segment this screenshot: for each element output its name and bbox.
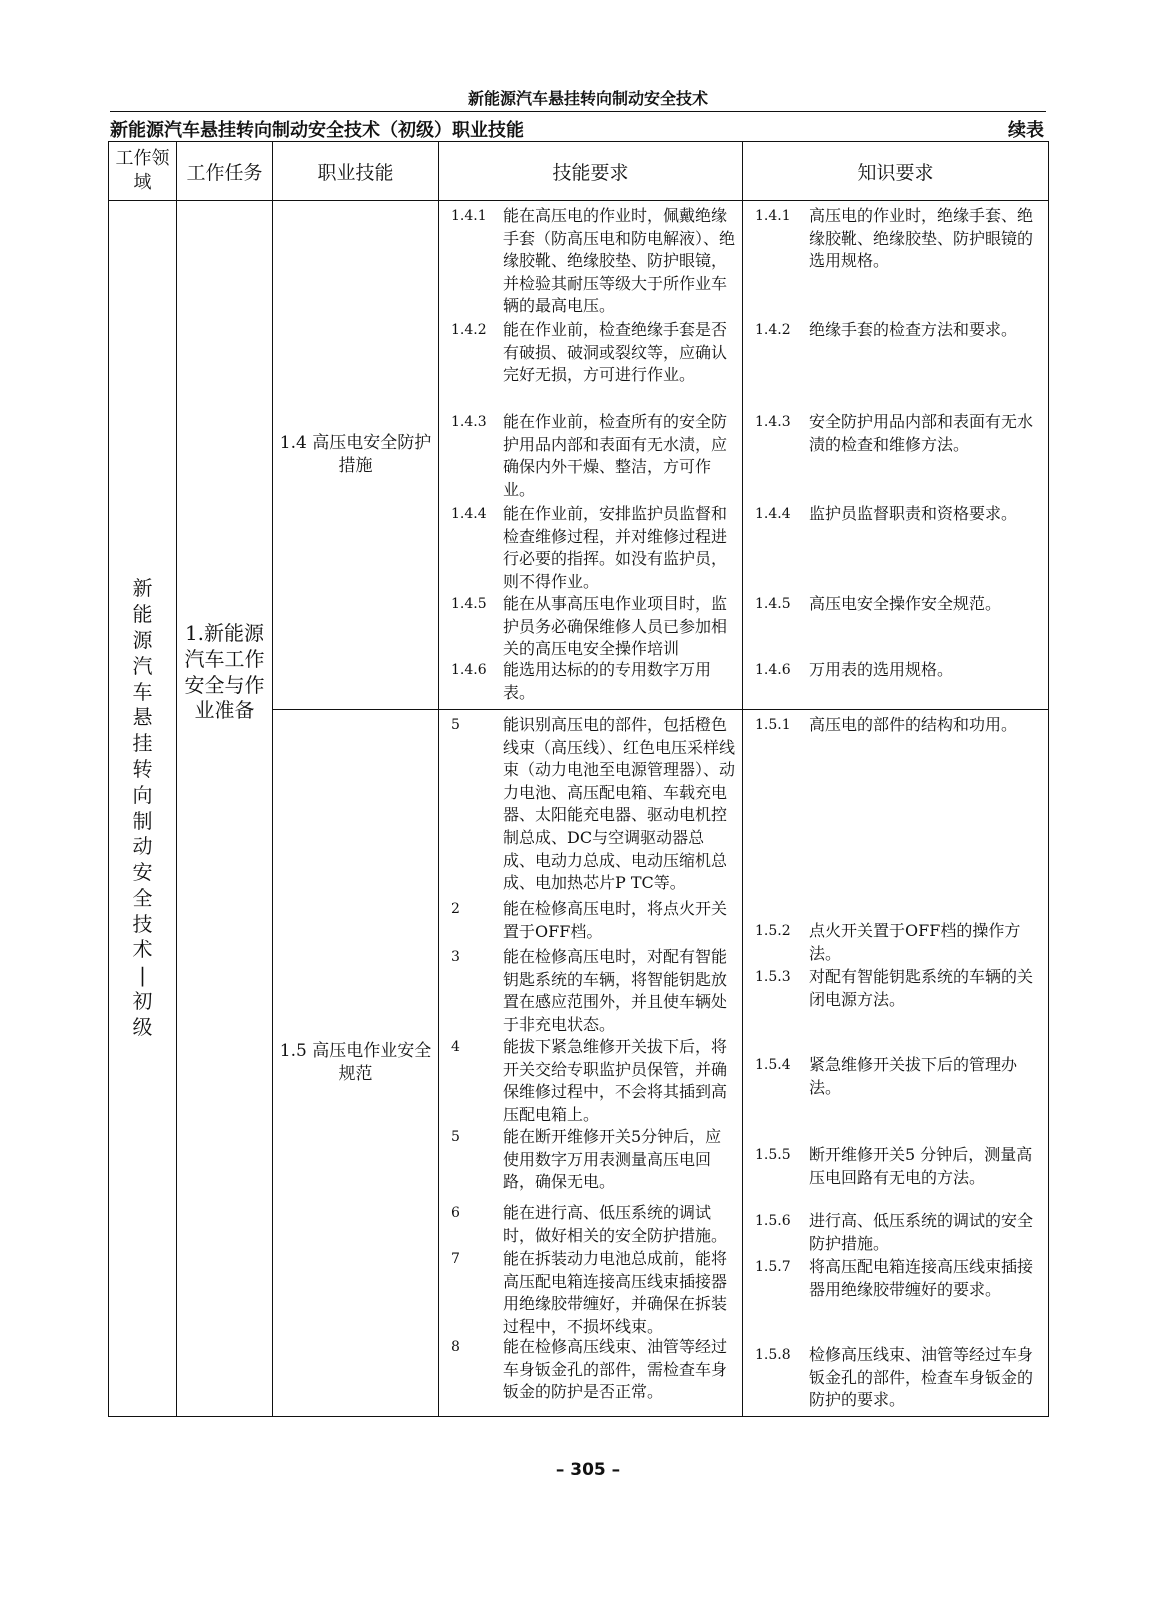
vertical-char: 安 (184, 672, 205, 697)
requirement-text: 能拔下紧急维修开关拔下后，将开关交给专职监护员保管，并确保维修过程中，不会将其插到高压配电箱上。 (503, 1037, 728, 1124)
vertical-char: 新 (204, 621, 225, 645)
requirement-code: 1.4.4 (451, 506, 487, 522)
vertical-char: 车 (204, 646, 225, 671)
vertical-char: 悬 (132, 705, 153, 730)
vertical-char: 工 (224, 646, 245, 671)
vertical-char: 全 (132, 885, 153, 910)
requirement-text: 断开维修开关5 分钟后，测量高压电回路有无电的方法。 (809, 1145, 1033, 1187)
vertical-char: 初 (132, 989, 153, 1014)
vertical-char: 新 (132, 576, 153, 601)
column-header-knowledge-req: 知识要求 (743, 142, 1049, 201)
vertical-char: 作 (244, 646, 265, 671)
requirement-text: 能在作业前，安排监护员监督和检查维修过程，并对维修过程进行必要的指挥。如没有监护员，则不得作业。 (503, 504, 728, 591)
requirement-text: 能在作业前，检查所有的安全防护用品内部和表面有无水渍，应确保内外干燥、整洁，方可作业。 (503, 412, 728, 499)
vertical-char: 1. (184, 621, 205, 645)
requirement-text: 能识别高压电的部件，包括橙色线束（高压线）、红色电压采样线束（动力电池至电源管理器）、动力电池、高压配电箱、车载充电器、太阳能充电器、驱动电机控制总成、DC与空调驱动器总成、电动力总成、电动压缩机总成、电加热芯片P TC等。 (503, 715, 736, 893)
vertical-char: 安 (132, 860, 153, 885)
requirement-text: 点火开关置于OFF档的操作方法。 (809, 921, 1021, 963)
vertical-char: 制 (132, 808, 153, 833)
requirement-text: 监护员监督职责和资格要求。 (809, 504, 1018, 523)
requirement-text: 对配有智能钥匙系统的车辆的关闭电源方法。 (809, 967, 1034, 1009)
vertical-char: 向 (132, 782, 153, 807)
vertical-char: 能 (224, 621, 245, 645)
vertical-char: 源 (244, 621, 265, 645)
requirement-code: 1.4.5 (451, 596, 487, 612)
requirement-code: 1.5.6 (755, 1213, 791, 1229)
table-header-row (109, 142, 1049, 201)
requirement-text: 能在检修高压线束、油管等经过车身钣金孔的部件，需检查车身钣金的防护是否正常。 (503, 1337, 728, 1402)
vertical-char: 业 (194, 698, 215, 723)
continued-label: 续表 (1008, 120, 1044, 141)
column-header-domain (109, 142, 177, 201)
requirement-code: 1.5.2 (755, 923, 791, 939)
requirement-code: 4 (451, 1039, 460, 1055)
skills-table (108, 141, 1049, 1417)
knowledge-requirements-1-5 (743, 710, 1049, 1417)
vertical-char: 级 (132, 1014, 153, 1039)
vertical-char: 汽 (132, 653, 153, 678)
vertical-char: 术 (132, 937, 153, 962)
vertical-char: 全 (204, 672, 225, 697)
requirement-text: 安全防护用品内部和表面有无水渍的检查和维修方法。 (809, 412, 1034, 454)
skill-name-1-5: 1.5 高压电作业安全规范 (273, 710, 439, 1417)
requirement-text: 能在进行高、低压系统的调试时，做好相关的安全防护措施。 (503, 1203, 728, 1245)
requirement-code: 1.4.3 (755, 414, 791, 430)
requirement-code: 1.4.1 (755, 208, 791, 224)
column-header-skill: 职业技能 (273, 142, 439, 201)
requirement-text: 高压电的作业时，绝缘手套、绝缘胶靴、绝缘胶垫、防护眼镜的选用规格。 (809, 206, 1034, 271)
requirement-code: 1.4.5 (755, 596, 791, 612)
requirement-code: 1.4.1 (451, 208, 487, 224)
requirement-code: 1.5.8 (755, 1347, 791, 1363)
requirement-text: 能选用达标的的专用数字万用表。 (503, 660, 712, 702)
vertical-char: 能 (132, 602, 153, 627)
requirement-code: 6 (451, 1205, 460, 1221)
requirement-text: 能在拆装动力电池总成前，能将高压配电箱连接高压线束插接器用绝缘胶带缠好，并确保在拆装过程中，不损坏线束。 (503, 1249, 728, 1336)
requirement-text: 能在作业前，检查绝缘手套是否有破损、破洞或裂纹等，应确认完好无损，方可进行作业。 (503, 320, 728, 385)
column-header-skill-req: 技能要求 (439, 142, 743, 201)
requirement-text: 高压电的部件的结构和功用。 (809, 715, 1018, 734)
requirement-code: 1.4.6 (755, 662, 791, 678)
header-rule (110, 111, 1046, 112)
requirement-code: 1.4.3 (451, 414, 487, 430)
requirement-code: 1.4.2 (755, 322, 791, 338)
requirement-text: 能在检修高压电时，将点火开关置于OFF档。 (503, 899, 728, 941)
requirement-text: 紧急维修开关拔下后的管理办法。 (809, 1055, 1018, 1097)
requirement-text: 进行高、低压系统的调试的安全防护措施。 (809, 1211, 1034, 1253)
work-task-cell (177, 201, 273, 1417)
page-number: – 305 – (555, 1460, 621, 1480)
vertical-char: 动 (132, 834, 153, 859)
table-title: 新能源汽车悬挂转向制动安全技术（初级）职业技能 (110, 120, 524, 141)
running-header: 新能源汽车悬挂转向制动安全技术 (467, 89, 708, 108)
vertical-char: 源 (132, 627, 153, 652)
requirement-code: 1.5.1 (755, 717, 791, 733)
vertical-char: 汽 (184, 646, 205, 671)
requirement-code: 3 (451, 949, 460, 965)
requirement-code: 1.5.5 (755, 1147, 791, 1163)
requirement-text: 能在高压电的作业时，佩戴绝缘手套（防高压电和防电解液）、绝缘胶靴、绝缘胶垫、防护眼镜，并检验其耐压等级大于所作业车辆的最高电压。 (503, 206, 736, 316)
requirement-text: 将高压配电箱连接高压线束插接器用绝缘胶带缠好的要求。 (809, 1257, 1034, 1299)
vertical-char: 挂 (132, 731, 153, 756)
skill-requirements-1-5 (439, 710, 743, 1417)
vertical-char: 备 (234, 698, 255, 723)
column-header-label: 工作领域 (115, 148, 170, 193)
vertical-char: 技 (132, 911, 153, 936)
requirement-text: 能在断开维修开关5分钟后，应使用数字万用表测量高压电回路，确保无电。 (503, 1127, 722, 1192)
requirement-code: 1.4.4 (755, 506, 791, 522)
requirement-text: 高压电安全操作安全规范。 (809, 594, 1002, 613)
requirement-text: 绝缘手套的检查方法和要求。 (809, 320, 1018, 339)
vertical-char: 与 (224, 672, 245, 697)
requirement-code: 2 (451, 901, 460, 917)
vertical-char: 转 (132, 756, 153, 781)
requirement-code: 5 (451, 1129, 460, 1145)
vertical-char: 作 (244, 672, 265, 697)
requirement-code: 7 (451, 1251, 460, 1267)
requirement-code: 1.5.4 (755, 1057, 791, 1073)
requirement-code: 5 (451, 717, 460, 733)
skill-name-1-4: 1.4 高压电安全防护措施 (273, 201, 439, 710)
knowledge-requirements-1-4 (743, 201, 1049, 710)
requirement-code: 8 (451, 1339, 460, 1355)
requirement-text: 检修高压线束、油管等经过车身钣金孔的部件，检查车身钣金的防护的要求。 (809, 1345, 1034, 1410)
requirement-code: 1.5.7 (755, 1259, 791, 1275)
work-domain-cell (109, 201, 177, 1417)
table-row (109, 201, 1049, 710)
requirement-text: 万用表的选用规格。 (809, 660, 954, 679)
requirement-code: 1.4.2 (451, 322, 487, 338)
requirement-text: 能在从事高压电作业项目时，监护员务必确保维修人员已参加相关的高压电安全操作培训 (503, 594, 728, 659)
vertical-char: | (139, 963, 146, 988)
requirement-text: 能在检修高压电时，对配有智能钥匙系统的车辆，将智能钥匙放置在感应范围外，并且使车辆处于非充电状态。 (503, 947, 728, 1034)
vertical-char: 准 (214, 698, 235, 723)
requirement-code: 1.4.6 (451, 662, 487, 678)
requirement-code: 1.5.3 (755, 969, 791, 985)
column-header-task: 工作任务 (177, 142, 273, 201)
skill-requirements-1-4 (439, 201, 743, 710)
vertical-char: 车 (132, 679, 153, 704)
